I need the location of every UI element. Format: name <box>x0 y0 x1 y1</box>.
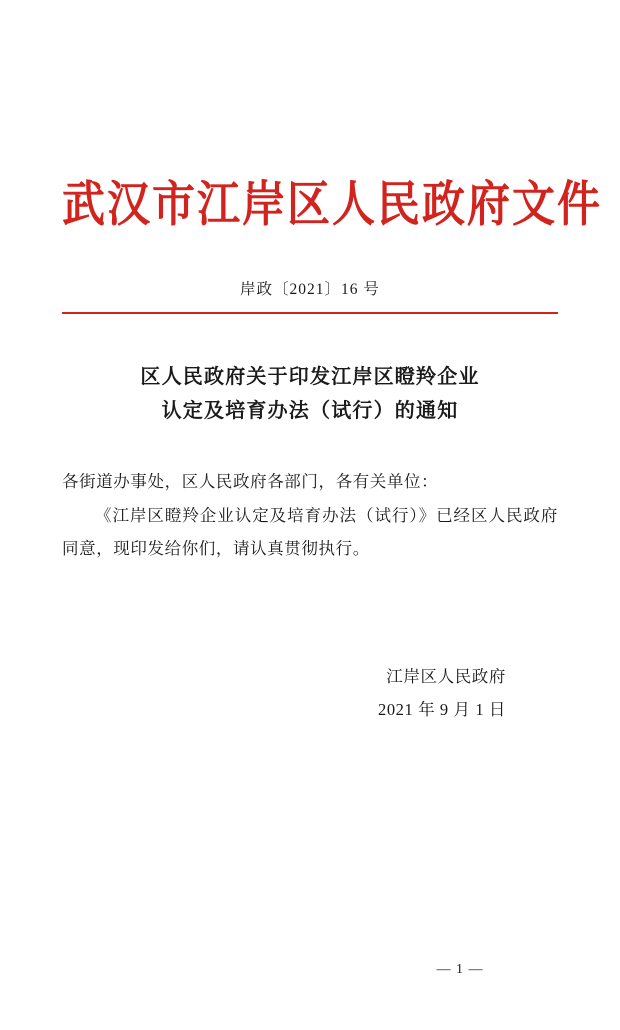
document-body <box>62 465 558 566</box>
page-number-footer: — 1 — <box>436 962 484 977</box>
document-title-line-1: 区人民政府关于印发江岸区瞪羚企业 <box>140 365 480 388</box>
document-page <box>0 178 620 1030</box>
masthead-title: 武汉市江岸区人民政府文件 <box>62 179 602 232</box>
masthead <box>62 178 602 232</box>
document-title-line-2: 认定及培育办法（试行）的通知 <box>161 400 459 423</box>
document-number: 岸政〔2021〕16 号 <box>240 280 380 298</box>
body-paragraph-1: 《江岸区瞪羚企业认定及培育办法（试行）》已经区人民政府同意，现印发给你们，请认真贯彻执行。 <box>62 505 558 559</box>
signature-date: 2021 年 9 月 1 日 <box>377 700 506 720</box>
red-divider-rule <box>62 312 558 314</box>
signature-block <box>62 660 558 726</box>
salutation: 各街道办事处，区人民政府各部门，各有关单位： <box>62 471 439 491</box>
document-title <box>62 360 558 429</box>
signature-issuer: 江岸区人民政府 <box>386 667 506 687</box>
